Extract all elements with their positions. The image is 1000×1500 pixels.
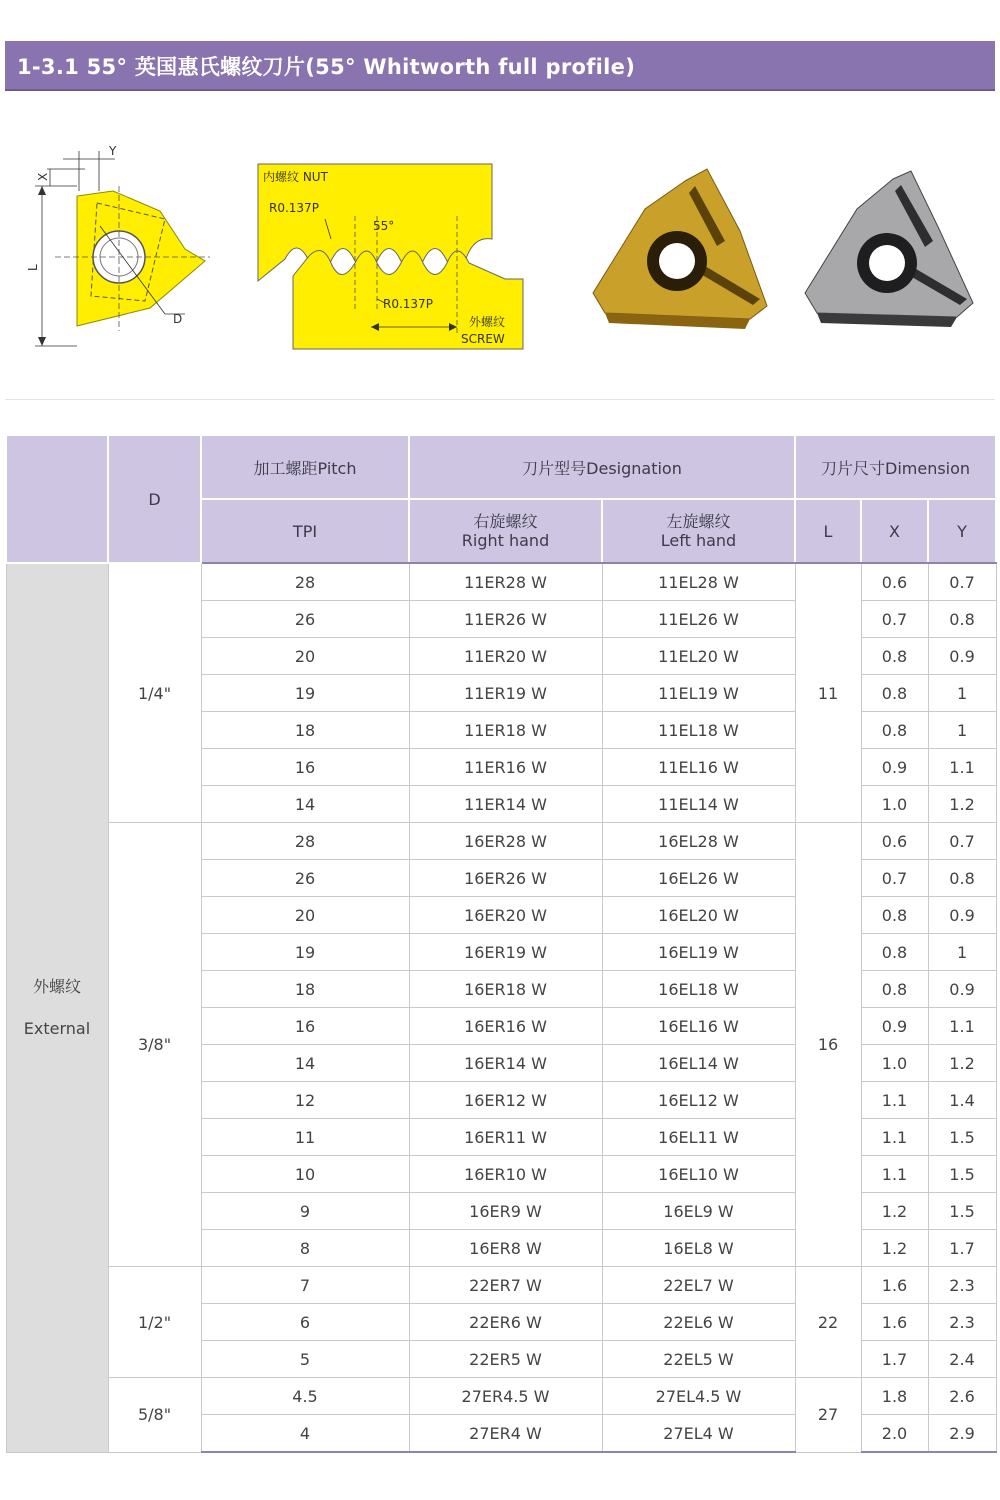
left-hand-cell: 16EL14 W bbox=[602, 1045, 795, 1082]
x-cell: 1.1 bbox=[861, 1082, 928, 1119]
tpi-cell: 4 bbox=[201, 1415, 409, 1453]
left-hand-cell: 11EL14 W bbox=[602, 786, 795, 823]
radius-label-bottom: R0.137P bbox=[383, 297, 433, 311]
right-hand-cell: 22ER5 W bbox=[409, 1341, 602, 1378]
y-cell: 1.5 bbox=[928, 1156, 996, 1193]
right-hand-cell: 11ER14 W bbox=[409, 786, 602, 823]
header-d: D bbox=[108, 435, 201, 563]
table-row bbox=[6, 1378, 996, 1415]
tpi-cell: 16 bbox=[201, 1008, 409, 1045]
tpi-cell: 14 bbox=[201, 1045, 409, 1082]
header-x: X bbox=[861, 499, 928, 563]
x-cell: 1.1 bbox=[861, 1119, 928, 1156]
dim-label-d: D bbox=[173, 312, 183, 326]
d-cell: 1/4" bbox=[108, 563, 201, 823]
x-cell: 0.7 bbox=[861, 860, 928, 897]
d-cell: 3/8" bbox=[108, 823, 201, 1267]
x-cell: 1.7 bbox=[861, 1341, 928, 1378]
tpi-cell: 5 bbox=[201, 1341, 409, 1378]
tpi-cell: 9 bbox=[201, 1193, 409, 1230]
x-cell: 2.0 bbox=[861, 1415, 928, 1453]
y-cell: 0.9 bbox=[928, 638, 996, 675]
left-hand-cell: 16EL10 W bbox=[602, 1156, 795, 1193]
right-hand-cell: 16ER20 W bbox=[409, 897, 602, 934]
dim-label-y: Y bbox=[109, 144, 117, 158]
x-cell: 0.9 bbox=[861, 749, 928, 786]
x-cell: 0.8 bbox=[861, 897, 928, 934]
table-row bbox=[6, 1267, 996, 1304]
table-body bbox=[6, 563, 996, 1452]
y-cell: 1.1 bbox=[928, 1008, 996, 1045]
d-cell: 1/2" bbox=[108, 1267, 201, 1378]
y-cell: 1.2 bbox=[928, 1045, 996, 1082]
x-cell: 0.8 bbox=[861, 971, 928, 1008]
type-label-en: External bbox=[23, 1018, 91, 1038]
left-hand-cell: 16EL20 W bbox=[602, 897, 795, 934]
tpi-cell: 10 bbox=[201, 1156, 409, 1193]
left-hand-cell: 11EL20 W bbox=[602, 638, 795, 675]
y-cell: 0.8 bbox=[928, 601, 996, 638]
tpi-cell: 6 bbox=[201, 1304, 409, 1341]
table-row bbox=[6, 563, 996, 601]
x-cell: 1.6 bbox=[861, 1304, 928, 1341]
left-hand-cell: 11EL19 W bbox=[602, 675, 795, 712]
tpi-cell: 20 bbox=[201, 897, 409, 934]
right-hand-cell: 16ER18 W bbox=[409, 971, 602, 1008]
nut-label: 内螺纹 NUT bbox=[263, 170, 328, 184]
left-hand-cell: 16EL12 W bbox=[602, 1082, 795, 1119]
right-hand-cell: 16ER10 W bbox=[409, 1156, 602, 1193]
header-designation: 刀片型号Designation bbox=[409, 435, 795, 499]
right-hand-cell: 11ER18 W bbox=[409, 712, 602, 749]
header-pitch: 加工螺距Pitch bbox=[201, 435, 409, 499]
x-cell: 0.8 bbox=[861, 934, 928, 971]
left-hand-cell: 27EL4 W bbox=[602, 1415, 795, 1453]
y-cell: 1.5 bbox=[928, 1119, 996, 1156]
x-cell: 1.2 bbox=[861, 1230, 928, 1267]
tpi-cell: 8 bbox=[201, 1230, 409, 1267]
tpi-cell: 4.5 bbox=[201, 1378, 409, 1415]
tpi-cell: 18 bbox=[201, 971, 409, 1008]
figure-panel bbox=[5, 91, 995, 400]
tpi-cell: 28 bbox=[201, 563, 409, 601]
specification-table bbox=[5, 434, 997, 1453]
right-hand-cell: 16ER9 W bbox=[409, 1193, 602, 1230]
y-cell: 1 bbox=[928, 712, 996, 749]
dim-label-x: X bbox=[36, 172, 50, 181]
header-left-en: Left hand bbox=[660, 531, 737, 550]
x-cell: 0.8 bbox=[861, 712, 928, 749]
tpi-cell: 19 bbox=[201, 675, 409, 712]
left-hand-cell: 16EL8 W bbox=[602, 1230, 795, 1267]
l-cell: 27 bbox=[795, 1378, 861, 1453]
y-cell: 0.9 bbox=[928, 897, 996, 934]
insert-dimension-drawing bbox=[26, 144, 210, 346]
header-dimension: 刀片尺寸Dimension bbox=[795, 435, 996, 499]
gold-insert-photo bbox=[593, 169, 767, 329]
y-cell: 0.9 bbox=[928, 971, 996, 1008]
y-cell: 1 bbox=[928, 675, 996, 712]
x-cell: 1.0 bbox=[861, 1045, 928, 1082]
header-type bbox=[6, 435, 108, 563]
y-cell: 2.9 bbox=[928, 1415, 996, 1453]
y-cell: 0.8 bbox=[928, 860, 996, 897]
tpi-cell: 11 bbox=[201, 1119, 409, 1156]
y-cell: 1 bbox=[928, 934, 996, 971]
x-cell: 1.1 bbox=[861, 1156, 928, 1193]
tpi-cell: 16 bbox=[201, 749, 409, 786]
left-hand-cell: 11EL28 W bbox=[602, 563, 795, 601]
silver-insert-photo bbox=[805, 171, 973, 327]
x-cell: 0.6 bbox=[861, 563, 928, 601]
x-cell: 1.2 bbox=[861, 1193, 928, 1230]
left-hand-cell: 16EL18 W bbox=[602, 971, 795, 1008]
tpi-cell: 26 bbox=[201, 860, 409, 897]
x-cell: 1.0 bbox=[861, 786, 928, 823]
d-cell: 5/8" bbox=[108, 1378, 201, 1453]
x-cell: 0.7 bbox=[861, 601, 928, 638]
right-hand-cell: 22ER6 W bbox=[409, 1304, 602, 1341]
thread-profile-drawing bbox=[258, 164, 523, 349]
figure-illustrations bbox=[5, 91, 995, 399]
tpi-cell: 14 bbox=[201, 786, 409, 823]
type-cell bbox=[6, 563, 108, 1452]
l-cell: 11 bbox=[795, 563, 861, 823]
right-hand-cell: 16ER26 W bbox=[409, 860, 602, 897]
right-hand-cell: 16ER14 W bbox=[409, 1045, 602, 1082]
tpi-cell: 26 bbox=[201, 601, 409, 638]
left-hand-cell: 22EL6 W bbox=[602, 1304, 795, 1341]
x-cell: 0.6 bbox=[861, 823, 928, 860]
left-hand-cell: 16EL19 W bbox=[602, 934, 795, 971]
header-right-hand bbox=[409, 499, 602, 563]
right-hand-cell: 16ER8 W bbox=[409, 1230, 602, 1267]
section-title: 1-3.1 55° 英国惠氏螺纹刀片(55° Whitworth full profile) bbox=[17, 55, 636, 79]
left-hand-cell: 16EL26 W bbox=[602, 860, 795, 897]
tpi-cell: 18 bbox=[201, 712, 409, 749]
left-hand-cell: 11EL26 W bbox=[602, 601, 795, 638]
right-hand-cell: 11ER20 W bbox=[409, 638, 602, 675]
right-hand-cell: 16ER19 W bbox=[409, 934, 602, 971]
left-hand-cell: 27EL4.5 W bbox=[602, 1378, 795, 1415]
header-right-cn: 右旋螺纹 bbox=[473, 512, 538, 531]
screw-label-cn: 外螺纹 bbox=[469, 315, 506, 329]
right-hand-cell: 27ER4.5 W bbox=[409, 1378, 602, 1415]
screw-label-en: SCREW bbox=[461, 332, 505, 346]
l-cell: 16 bbox=[795, 823, 861, 1267]
y-cell: 1.7 bbox=[928, 1230, 996, 1267]
left-hand-cell: 22EL5 W bbox=[602, 1341, 795, 1378]
tpi-cell: 28 bbox=[201, 823, 409, 860]
y-cell: 1.2 bbox=[928, 786, 996, 823]
y-cell: 0.7 bbox=[928, 823, 996, 860]
y-cell: 2.3 bbox=[928, 1267, 996, 1304]
right-hand-cell: 22ER7 W bbox=[409, 1267, 602, 1304]
header-y: Y bbox=[928, 499, 996, 563]
right-hand-cell: 27ER4 W bbox=[409, 1415, 602, 1453]
section-header-bar bbox=[5, 41, 995, 91]
header-left-hand bbox=[602, 499, 795, 563]
right-hand-cell: 16ER16 W bbox=[409, 1008, 602, 1045]
left-hand-cell: 16EL9 W bbox=[602, 1193, 795, 1230]
right-hand-cell: 16ER12 W bbox=[409, 1082, 602, 1119]
tpi-cell: 7 bbox=[201, 1267, 409, 1304]
y-cell: 1.4 bbox=[928, 1082, 996, 1119]
x-cell: 1.6 bbox=[861, 1267, 928, 1304]
left-hand-cell: 11EL16 W bbox=[602, 749, 795, 786]
y-cell: 1.1 bbox=[928, 749, 996, 786]
header-l: L bbox=[795, 499, 861, 563]
x-cell: 0.8 bbox=[861, 638, 928, 675]
x-cell: 0.9 bbox=[861, 1008, 928, 1045]
radius-label-top: R0.137P bbox=[269, 201, 319, 215]
left-hand-cell: 22EL7 W bbox=[602, 1267, 795, 1304]
dim-label-l: L bbox=[26, 264, 40, 271]
left-hand-cell: 16EL16 W bbox=[602, 1008, 795, 1045]
tpi-cell: 20 bbox=[201, 638, 409, 675]
right-hand-cell: 11ER26 W bbox=[409, 601, 602, 638]
header-tpi: TPI bbox=[201, 499, 409, 563]
l-cell: 22 bbox=[795, 1267, 861, 1378]
tpi-cell: 12 bbox=[201, 1082, 409, 1119]
left-hand-cell: 11EL18 W bbox=[602, 712, 795, 749]
right-hand-cell: 11ER28 W bbox=[409, 563, 602, 601]
header-right-en: Right hand bbox=[461, 531, 550, 550]
y-cell: 2.6 bbox=[928, 1378, 996, 1415]
right-hand-cell: 11ER19 W bbox=[409, 675, 602, 712]
right-hand-cell: 16ER11 W bbox=[409, 1119, 602, 1156]
y-cell: 1.5 bbox=[928, 1193, 996, 1230]
y-cell: 2.4 bbox=[928, 1341, 996, 1378]
right-hand-cell: 11ER16 W bbox=[409, 749, 602, 786]
table-row bbox=[6, 823, 996, 860]
right-hand-cell: 16ER28 W bbox=[409, 823, 602, 860]
y-cell: 2.3 bbox=[928, 1304, 996, 1341]
left-hand-cell: 16EL28 W bbox=[602, 823, 795, 860]
angle-label: 55° bbox=[373, 219, 395, 233]
type-label-cn: 外螺纹 bbox=[32, 976, 81, 996]
x-cell: 0.8 bbox=[861, 675, 928, 712]
left-hand-cell: 16EL11 W bbox=[602, 1119, 795, 1156]
x-cell: 1.8 bbox=[861, 1378, 928, 1415]
tpi-cell: 19 bbox=[201, 934, 409, 971]
header-left-cn: 左旋螺纹 bbox=[666, 512, 731, 531]
y-cell: 0.7 bbox=[928, 563, 996, 601]
